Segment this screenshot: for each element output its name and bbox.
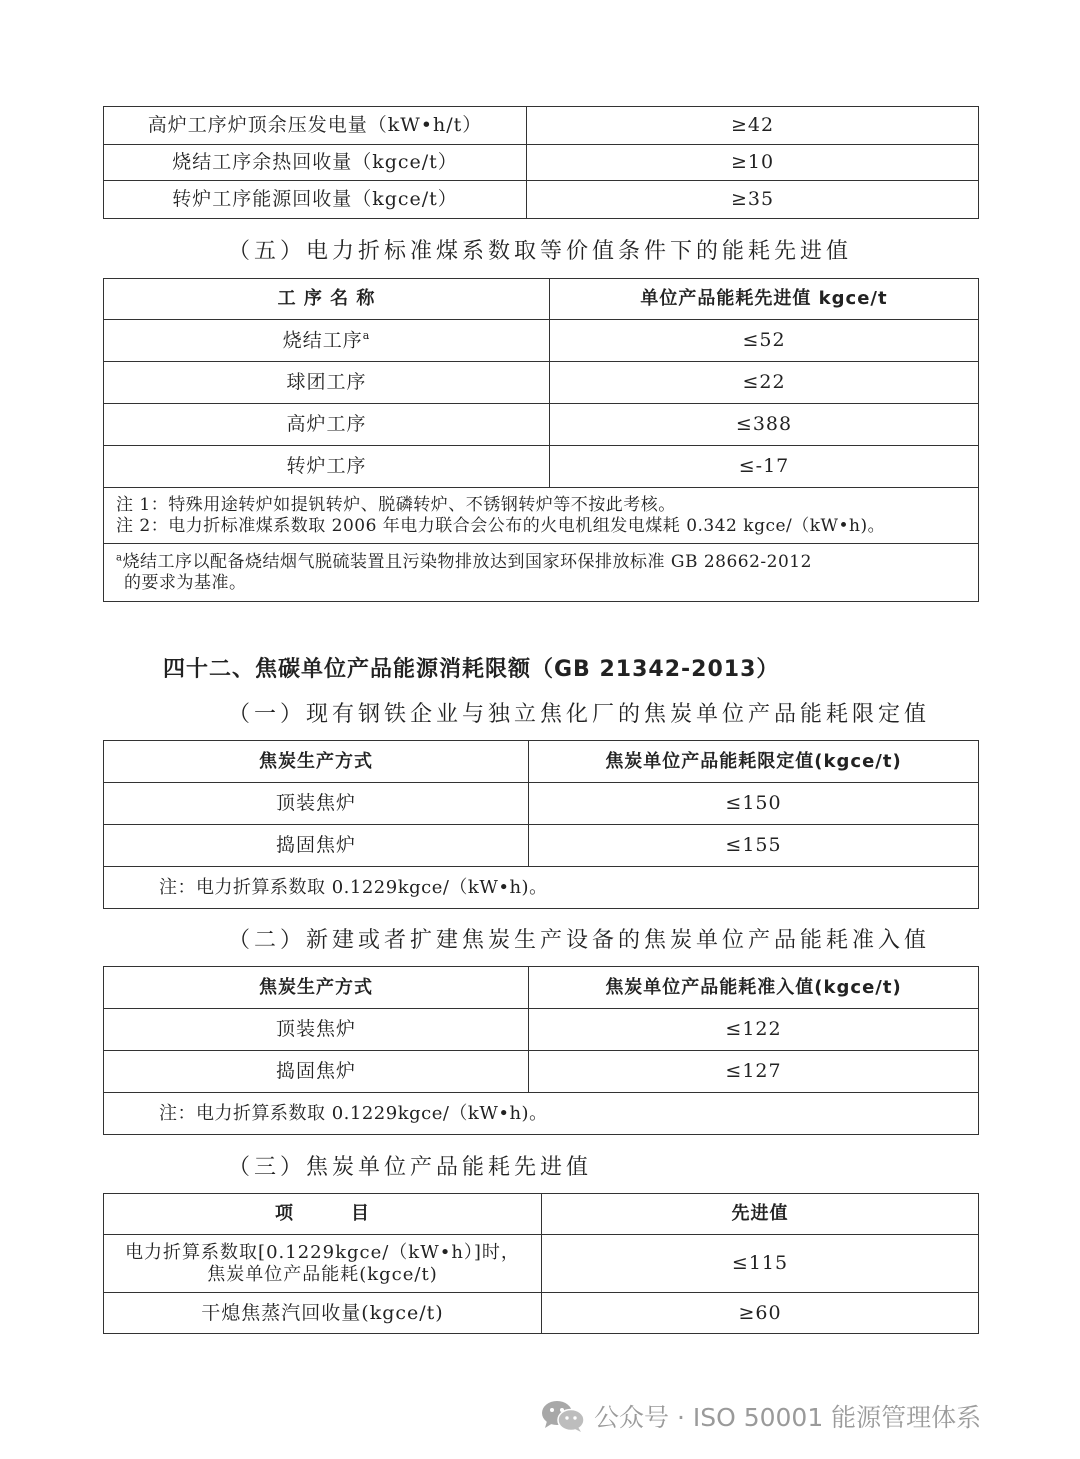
table-cell-value: ≥35: [527, 181, 979, 219]
table-cell-value: ≥60: [542, 1293, 979, 1334]
footnote-line-2: 的要求为基准。: [124, 572, 247, 593]
table-cell-item: 烧结工序余热回收量（kgce/t）: [104, 145, 527, 181]
table-cell-value: ≤52: [550, 320, 979, 362]
top-table: [103, 106, 979, 219]
table-row: [104, 1293, 979, 1334]
header-item: 项 目: [104, 1194, 542, 1235]
header-advanced-value: 单位产品能耗先进值 kgce/t: [550, 279, 979, 320]
table-cell-value: ≥42: [527, 107, 979, 145]
table-notes: [104, 488, 979, 544]
table-cell-item: 顶装焦炉: [104, 1009, 529, 1051]
table-row: [104, 1235, 979, 1293]
item-text: 烧结工序: [282, 329, 363, 352]
footnote-marker: a: [116, 552, 123, 564]
table-cell-value: ≤150: [529, 783, 979, 825]
table-cell-item: [104, 1235, 542, 1293]
table-cell-value: ≤115: [542, 1235, 979, 1293]
table-cell-value: ≤-17: [550, 446, 979, 488]
table-cell-item: 干熄焦蒸汽回收量(kgce/t): [104, 1293, 542, 1334]
table-note-row: [104, 1093, 979, 1135]
coke-advanced-table: [103, 1193, 979, 1334]
table-cell-value: ≤22: [550, 362, 979, 404]
footnote-text-1: 烧结工序以配备烧结烟气脱硫装置且污染物排放达到国家环保排放标准 GB 28662-2012: [122, 552, 812, 573]
table-row: [104, 107, 979, 145]
table-cell-item: 球团工序: [104, 362, 550, 404]
header-production-method: 焦炭生产方式: [104, 741, 529, 783]
header-advanced-value: 先进值: [542, 1194, 979, 1235]
note-2: 注 2：电力折标准煤系数取 2006 年电力联合会公布的火电机组发电煤耗 0.342 kgce/（kW•h)。: [116, 515, 886, 536]
table-note-row: [104, 867, 979, 909]
table-cell-item: 高炉工序: [104, 404, 550, 446]
table-row: [104, 320, 979, 362]
table-note: 注：电力折算系数取 0.1229kgce/（kW•h)。: [104, 1093, 979, 1135]
section-title-42: 四十二、焦碳单位产品能源消耗限额（GB 21342-2013）: [163, 657, 780, 682]
table-row: [104, 1051, 979, 1093]
coke-entry-table: [103, 966, 979, 1135]
table-row: [104, 145, 979, 181]
table-row: [104, 404, 979, 446]
table-cell-value: ≤155: [529, 825, 979, 867]
table-cell-value: ≤388: [550, 404, 979, 446]
table-footnote: [104, 544, 979, 602]
footnote-line-1: [116, 552, 966, 572]
table-note: 注：电力折算系数取 0.1229kgce/（kW•h)。: [104, 867, 979, 909]
table-row: [104, 181, 979, 219]
footnote-marker: a: [362, 328, 371, 342]
table-cell-value: ≥10: [527, 145, 979, 181]
table-cell-item: 捣固焦炉: [104, 825, 529, 867]
table-row: [104, 825, 979, 867]
table-row: [104, 1009, 979, 1051]
table-cell-value: ≤127: [529, 1051, 979, 1093]
table-cell-item: 转炉工序: [104, 446, 550, 488]
item-line-1: 电力折算系数取[0.1229kgce/（kW•h）]时，: [125, 1241, 520, 1263]
table-cell-item: 捣固焦炉: [104, 1051, 529, 1093]
wechat-icon: [540, 1399, 586, 1433]
table-cell-item: 高炉工序炉顶余压发电量（kW•h/t）: [104, 107, 527, 145]
subsection-title-2: （二）新建或者扩建焦炭生产设备的焦炭单位产品能耗准入值: [228, 928, 931, 953]
header-production-method: 焦炭生产方式: [104, 967, 529, 1009]
subsection-title-5: （五）电力折标准煤系数取等价值条件下的能耗先进值: [228, 239, 853, 264]
table-header-row: [104, 1194, 979, 1235]
coke-limit-table: [103, 740, 979, 909]
table-row: [104, 362, 979, 404]
table-cell-item: 转炉工序能源回收量（kgce/t）: [104, 181, 527, 219]
table-cell-value: ≤122: [529, 1009, 979, 1051]
subsection-title-3: （三）焦炭单位产品能耗先进值: [228, 1155, 593, 1180]
table-row: [104, 446, 979, 488]
table-header-row: [104, 741, 979, 783]
table-row: [104, 783, 979, 825]
table-cell-item: 顶装焦炉: [104, 783, 529, 825]
table-cell-item: [104, 320, 550, 362]
header-process-name: 工 序 名 称: [104, 279, 550, 320]
advanced-energy-table: [103, 278, 979, 602]
note-1: 注 1：特殊用途转炉如提钒转炉、脱磷转炉、不锈钢转炉等不按此考核。: [116, 495, 676, 516]
watermark-text: 公众号 · ISO 50001 能源管理体系: [594, 1403, 982, 1432]
table-header-row: [104, 279, 979, 320]
header-limit-value: 焦炭单位产品能耗限定值(kgce/t): [529, 741, 979, 783]
item-line-2: 焦炭单位产品能耗(kgce/t): [207, 1263, 438, 1285]
watermark: [540, 1398, 981, 1434]
subsection-title-1: （一）现有钢铁企业与独立焦化厂的焦炭单位产品能耗限定值: [228, 702, 931, 727]
table-footnote-row: [104, 544, 979, 602]
table-header-row: [104, 967, 979, 1009]
table-note-row: [104, 488, 979, 544]
header-entry-value: 焦炭单位产品能耗准入值(kgce/t): [529, 967, 979, 1009]
